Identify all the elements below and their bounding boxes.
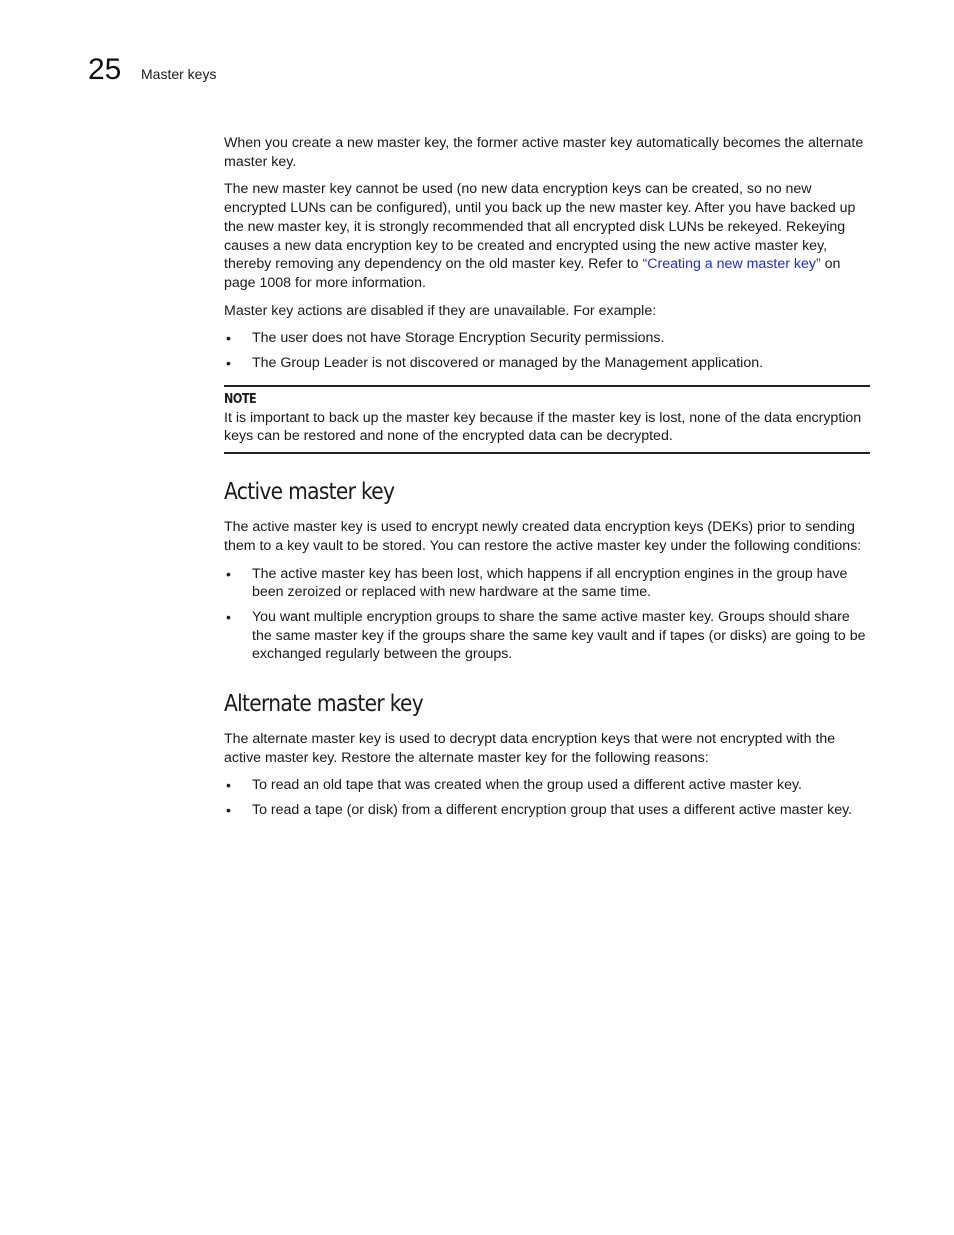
bullet-icon: • bbox=[226, 802, 231, 819]
list-item-text: The user does not have Storage Encryption Security permissions. bbox=[252, 330, 665, 347]
bullet-icon: • bbox=[226, 777, 231, 794]
list-item bbox=[224, 354, 870, 373]
list-item bbox=[224, 776, 870, 795]
active-paragraph-1: The active master key is used to encrypt newly created data encryption keys (DEKs) prior to sending them to a key vault to be stored. You can restore the active master key under the following conditions: bbox=[224, 519, 862, 554]
list-item bbox=[224, 565, 870, 602]
intro-paragraph-2 bbox=[224, 180, 870, 292]
intro-paragraph-2-text: The new master key cannot be used (no new data encryption keys can be created, so no new encrypted LUNs can be configured), until you back up the new master key. After you have backed up the new master key, it is strongly recommended that all encrypted disk LUNs be rekeyed. Rekeying causes a new data encryption key to be created and encrypted using the new active master key, thereby removing any dependency on the old master key. Refer to bbox=[224, 181, 856, 273]
active-bullet-list bbox=[224, 565, 870, 665]
intro-bullet-list bbox=[224, 329, 870, 372]
note-label: NOTE bbox=[224, 391, 257, 407]
bullet-icon: • bbox=[226, 608, 231, 625]
list-item-text: To read a tape (or disk) from a different encryption group that uses a different active master key. bbox=[252, 802, 853, 819]
bullet-icon: • bbox=[226, 565, 231, 582]
intro-paragraph-1: When you create a new master key, the former active master key automatically becomes the alternate master key. bbox=[224, 135, 864, 170]
alternate-master-key-heading: Alternate master key bbox=[224, 691, 424, 718]
page-content bbox=[224, 134, 870, 826]
bullet-icon: • bbox=[226, 355, 231, 372]
note-box bbox=[224, 385, 870, 454]
alternate-paragraph-1: The alternate master key is used to decrypt data encryption keys that were not encrypted with the active master key. Restore the alternate master key for the following reasons: bbox=[224, 731, 836, 766]
list-item-text: The active master key has been lost, which happens if all encryption engines in the group have been zeroized or replaced with new hardware at the same time. bbox=[252, 565, 848, 601]
list-item-text: The Group Leader is not discovered or managed by the Management application. bbox=[252, 355, 764, 372]
intro-paragraph-3: Master key actions are disabled if they are unavailable. For example: bbox=[224, 302, 657, 319]
creating-master-key-link[interactable]: “Creating a new master key” bbox=[642, 256, 821, 273]
chapter-title: Master keys bbox=[141, 66, 217, 82]
intro-paragraph-2-suffix: on page 1008 for more information. bbox=[224, 256, 841, 291]
alternate-bullet-list bbox=[224, 776, 870, 819]
chapter-number: 25 bbox=[88, 53, 122, 86]
list-item-text: To read an old tape that was created when the group used a different active master key. bbox=[252, 777, 802, 794]
list-item bbox=[224, 608, 870, 664]
list-item bbox=[224, 329, 870, 348]
note-text: It is important to back up the master key because if the master key is lost, none of the data encryption keys can be restored and none of the encrypted data can be decrypted. bbox=[224, 409, 862, 445]
active-master-key-heading: Active master key bbox=[224, 479, 395, 506]
bullet-icon: • bbox=[226, 330, 231, 347]
list-item bbox=[224, 801, 870, 820]
list-item-text: You want multiple encryption groups to share the same active master key. Groups should share the same master key if the groups share the same key vault and if tapes (or disks) are going to be exchanged regularly between the groups. bbox=[252, 608, 866, 663]
